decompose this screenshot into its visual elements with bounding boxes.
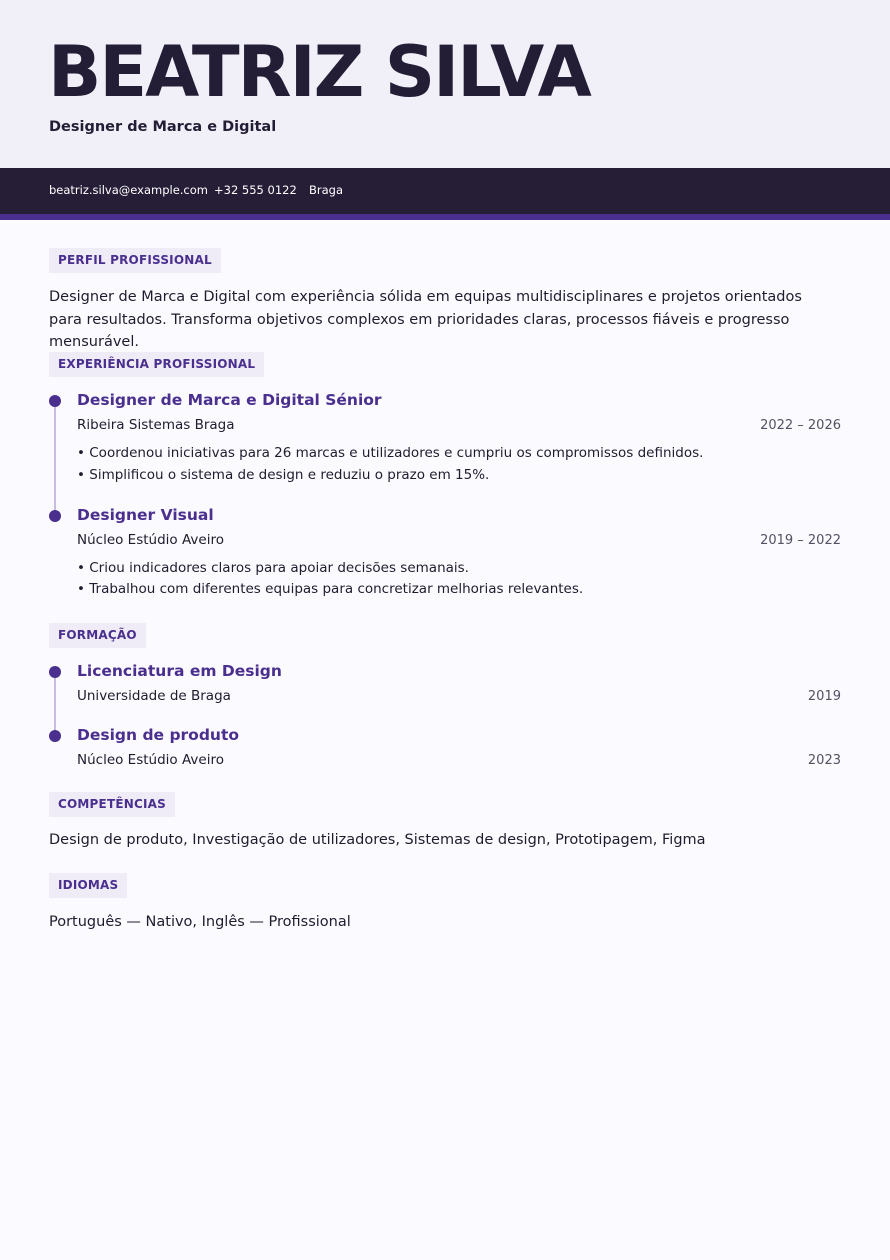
job-title: Designer de Marca e Digital Sénior <box>77 391 382 409</box>
degree-title: Licenciatura em Design <box>77 662 282 680</box>
job-bullet: • Criou indicadores claros para apoiar decisões semanais. <box>77 560 469 576</box>
job-bullet: • Simplificou o sistema de design e reduziu o prazo em 15%. <box>77 467 490 483</box>
profile-text: Designer de Marca e Digital com experiência sólida em equipas multidisciplinares e projetos orientados para resultados. Transforma objetivos complexos em prioridades claras, processos fiáveis e progresso mensurável. <box>49 289 802 350</box>
contact-bar-accent <box>0 214 890 220</box>
job-dates: 2019 – 2022 <box>760 533 841 548</box>
section-label-education: FORMAÇÃO <box>49 623 146 648</box>
skills-text: Design de produto, Investigação de utilizadores, Sistemas de design, Prototipagem, Figma <box>49 832 706 848</box>
job-title: Designer Visual <box>77 506 214 524</box>
job-bullet: • Trabalhou com diferentes equipas para concretizar melhorias relevantes. <box>77 581 584 597</box>
education-timeline <box>54 672 56 736</box>
contact-email[interactable]: beatriz.silva@example.com <box>49 183 208 197</box>
job-company: Núcleo Estúdio Aveiro <box>77 532 224 548</box>
timeline-dot <box>49 510 61 522</box>
experience-timeline <box>54 401 56 516</box>
degree-year: 2019 <box>807 689 841 704</box>
section-label-experience: EXPERIÊNCIA PROFISSIONAL <box>49 352 264 377</box>
job-dates: 2022 – 2026 <box>760 418 841 433</box>
degree-year: 2023 <box>807 753 841 768</box>
section-label-profile: PERFIL PROFISSIONAL <box>49 248 221 273</box>
contact-phone[interactable]: +32 555 0122 <box>214 183 297 197</box>
section-label-skills: COMPETÊNCIAS <box>49 792 175 817</box>
degree-institution: Universidade de Braga <box>77 688 231 704</box>
timeline-dot <box>49 395 61 407</box>
degree-institution: Núcleo Estúdio Aveiro <box>77 752 224 768</box>
job-company: Ribeira Sistemas Braga <box>77 417 235 433</box>
candidate-name: BEATRIZ SILVA <box>48 31 590 113</box>
job-bullet: • Coordenou iniciativas para 26 marcas e utilizadores e cumpriu os compromissos definidos. <box>77 445 704 461</box>
candidate-role: Designer de Marca e Digital <box>49 119 277 135</box>
degree-title: Design de produto <box>77 726 240 744</box>
resume-header <box>0 0 890 168</box>
languages-text: Português — Nativo, Inglês — Profissional <box>49 914 351 930</box>
timeline-dot <box>49 666 61 678</box>
contact-city: Braga <box>309 183 344 197</box>
timeline-dot <box>49 730 61 742</box>
section-label-languages: IDIOMAS <box>49 873 127 898</box>
